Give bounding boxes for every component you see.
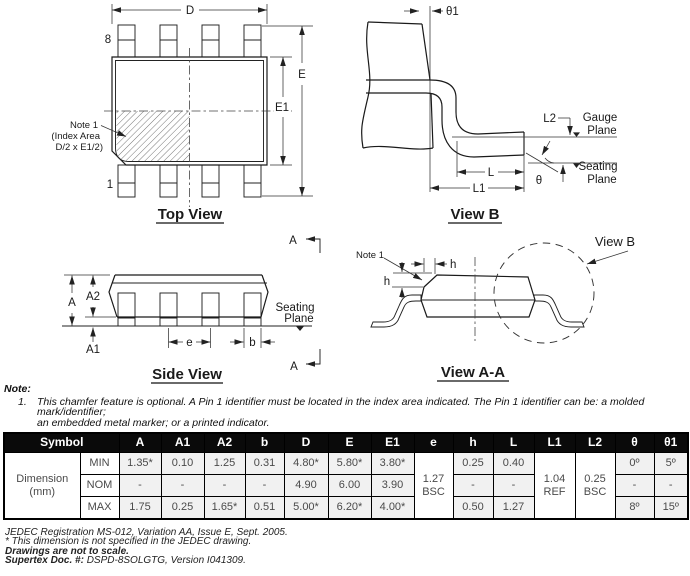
- dim-label-e1: E1: [274, 102, 290, 114]
- gauge-plane-label-1: Gauge: [582, 112, 618, 124]
- col-header-h: h: [453, 433, 493, 453]
- dim-label-b: b: [249, 337, 256, 349]
- package-body-section: [362, 22, 433, 149]
- cell-max-A1: 0.25: [161, 497, 204, 520]
- dim-label-e: E: [298, 69, 306, 81]
- cell-l1-ref-unit: REF: [543, 485, 566, 498]
- note1-line1: Note 1: [70, 120, 98, 131]
- cell-nom-E: 6.00: [328, 475, 371, 497]
- dimension-theta: [526, 141, 558, 187]
- dim-label-d: D: [185, 5, 195, 17]
- side-view-drawing: [0, 230, 345, 390]
- cell-min-A2: 1.25: [204, 453, 245, 475]
- note1-label: Note 1: [356, 250, 384, 261]
- note-line-2: an embedded metal marker; or a printed indicator.: [37, 416, 270, 429]
- cell-max-D: 5.00*: [284, 497, 328, 520]
- dim-label-a: A: [68, 297, 76, 309]
- dim-label-l: L: [487, 167, 495, 179]
- cell-e-bsc-unit: BSC: [422, 485, 445, 498]
- col-header-b: b: [245, 433, 284, 453]
- col-header-theta: θ: [615, 433, 654, 453]
- cell-max-h: 0.50: [453, 497, 493, 520]
- dim-label-theta1: θ1: [446, 6, 459, 18]
- pin-8-label: 8: [104, 34, 112, 46]
- cell-l2-bsc: [575, 453, 615, 520]
- footer-asterisk-line: * This dimension is not specified in the JEDEC drawing.: [5, 536, 252, 548]
- cell-nom-E1: 3.90: [371, 475, 414, 497]
- footer-scale-line: Drawings are not to scale.: [5, 545, 129, 557]
- footer-doc-label: Supertex Doc. #:: [5, 554, 84, 566]
- index-area-hatch: [117, 111, 190, 161]
- cell-nom-theta1: -: [654, 475, 688, 497]
- cell-nom-A: -: [119, 475, 161, 497]
- cell-l1-ref: [534, 453, 575, 520]
- cell-e-bsc-value: 1.27: [422, 473, 445, 486]
- seating-plane-label-1: Seating: [578, 161, 618, 173]
- col-header-e: e: [414, 433, 453, 453]
- dimension-e1: [270, 57, 292, 165]
- cell-min-h: 0.25: [453, 453, 493, 475]
- col-header-D: D: [284, 433, 328, 453]
- dimension-h-top: [411, 258, 456, 274]
- dim-label-l2: L2: [543, 113, 556, 125]
- dimension-l: [457, 136, 524, 192]
- col-header-A: A: [119, 433, 161, 453]
- col-header-A1: A1: [161, 433, 204, 453]
- cell-nom-A2: -: [204, 475, 245, 497]
- dimension-b: [230, 328, 275, 349]
- row-label-max: MAX: [80, 497, 119, 520]
- cell-max-A: 1.75: [119, 497, 161, 520]
- col-header-E: E: [328, 433, 371, 453]
- cell-min-A1: 0.10: [161, 453, 204, 475]
- top-view-title: Top View: [157, 206, 223, 223]
- cell-max-theta: 8º: [615, 497, 654, 520]
- cell-min-b: 0.31: [245, 453, 284, 475]
- note-item-1: [18, 397, 688, 429]
- cell-max-b: 0.51: [245, 497, 284, 520]
- seating-plane-label-2: Plane: [587, 174, 617, 186]
- view-aa-title: View A-A: [440, 364, 506, 381]
- col-header-L: L: [493, 433, 534, 453]
- dimension-theta1: [404, 6, 459, 18]
- table-header-row: [4, 433, 688, 453]
- side-view-title: Side View: [152, 366, 222, 383]
- cell-max-A2: 1.65*: [204, 497, 245, 520]
- cell-l1-ref-value: 1.04: [543, 473, 566, 486]
- table-row-min: [4, 453, 688, 475]
- gull-wing-lead: [366, 80, 524, 157]
- dim-label-a2: A2: [85, 291, 101, 303]
- section-a-bottom-label: A: [290, 361, 298, 373]
- note-line-1: This chamfer feature is optional. A Pin 1 identifier must be located in the index area indicated. The Pin 1 identifier can be: a molded mark/identifier;: [37, 395, 645, 418]
- cell-min-theta: 0º: [615, 453, 654, 475]
- row-group-label: [4, 453, 80, 520]
- side-leads: [118, 293, 261, 326]
- pin-1-label: 1: [106, 179, 114, 191]
- col-header-L1: L1: [534, 433, 575, 453]
- row-group-label-line1: Dimension: [16, 473, 69, 486]
- view-b-title: View B: [450, 206, 500, 223]
- seating-plane-label-1: Seating: [275, 302, 315, 314]
- dimension-e-pitch: [169, 328, 211, 349]
- section-marker-bottom: [290, 349, 320, 373]
- cell-e-bsc: [414, 453, 453, 520]
- top-view-drawing: [0, 0, 330, 230]
- cell-max-L: 1.27: [493, 497, 534, 520]
- cell-max-E: 6.20*: [328, 497, 371, 520]
- section-a-top-label: A: [289, 235, 297, 247]
- dimension-l2: [543, 113, 570, 135]
- dimension-table: [3, 432, 689, 520]
- note1-line2: (Index Area: [51, 131, 100, 142]
- dimension-a2: [85, 276, 116, 318]
- dim-label-h-top: h: [450, 259, 457, 271]
- view-b-reference: [587, 234, 635, 264]
- dim-label-h-left: h: [383, 276, 391, 288]
- cell-nom-D: 4.90: [284, 475, 328, 497]
- cell-min-theta1: 5º: [654, 453, 688, 475]
- dimension-a1: [86, 328, 100, 357]
- dimension-l1: [430, 183, 524, 195]
- row-group-label-line2: (mm): [29, 485, 56, 498]
- row-label-nom: NOM: [80, 475, 119, 497]
- cell-min-A: 1.35*: [119, 453, 161, 475]
- dimension-d: [112, 4, 267, 24]
- dim-label-a1: A1: [85, 344, 101, 356]
- cell-l2-bsc-value: 0.25: [584, 473, 606, 486]
- section-marker-top: [289, 235, 320, 253]
- gauge-plane-label-2: Plane: [587, 125, 617, 137]
- view-b-ref-label: View B: [594, 234, 636, 249]
- col-header-E1: E1: [371, 433, 414, 453]
- dim-label-e-pitch: e: [186, 337, 193, 349]
- cell-nom-b: -: [245, 475, 284, 497]
- seating-plane-label-2: Plane: [284, 313, 314, 325]
- col-header-L2: L2: [575, 433, 615, 453]
- col-header-A2: A2: [204, 433, 245, 453]
- cell-min-L: 0.40: [493, 453, 534, 475]
- dim-label-theta: θ: [535, 175, 543, 187]
- row-label-min: MIN: [80, 453, 119, 475]
- cell-max-E1: 4.00*: [371, 497, 414, 520]
- footer-notes: [5, 528, 685, 565]
- cell-min-E: 5.80*: [328, 453, 371, 475]
- note1-line3: D/2 x E1/2): [55, 142, 103, 153]
- gauge-plane: [452, 112, 617, 137]
- package-body-section: [421, 275, 535, 317]
- view-b-drawing: [330, 0, 690, 230]
- cell-min-E1: 3.80*: [371, 453, 414, 475]
- note-heading: Note:: [4, 383, 31, 395]
- cell-nom-L: -: [493, 475, 534, 497]
- dim-label-l1: L1: [472, 183, 486, 195]
- footer-doc-value: DSPD-8SOLGTG, Version I041309.: [83, 554, 246, 566]
- cell-min-D: 4.80*: [284, 453, 328, 475]
- col-header-symbol: Symbol: [4, 433, 119, 453]
- cell-nom-h: -: [453, 475, 493, 497]
- cell-nom-theta: -: [615, 475, 654, 497]
- footer-doc-line: [5, 556, 685, 565]
- view-aa-drawing: [340, 225, 690, 390]
- cell-max-theta1: 15º: [654, 497, 688, 520]
- cell-nom-A1: -: [161, 475, 204, 497]
- col-header-theta1: θ1: [654, 433, 688, 453]
- note-item-number: 1.: [18, 395, 27, 408]
- cell-l2-bsc-unit: BSC: [583, 485, 607, 498]
- footer-jedec-line: JEDEC Registration MS-012, Variation AA, Issue E, Sept. 2005.: [5, 527, 288, 538]
- notes-section: [4, 384, 688, 428]
